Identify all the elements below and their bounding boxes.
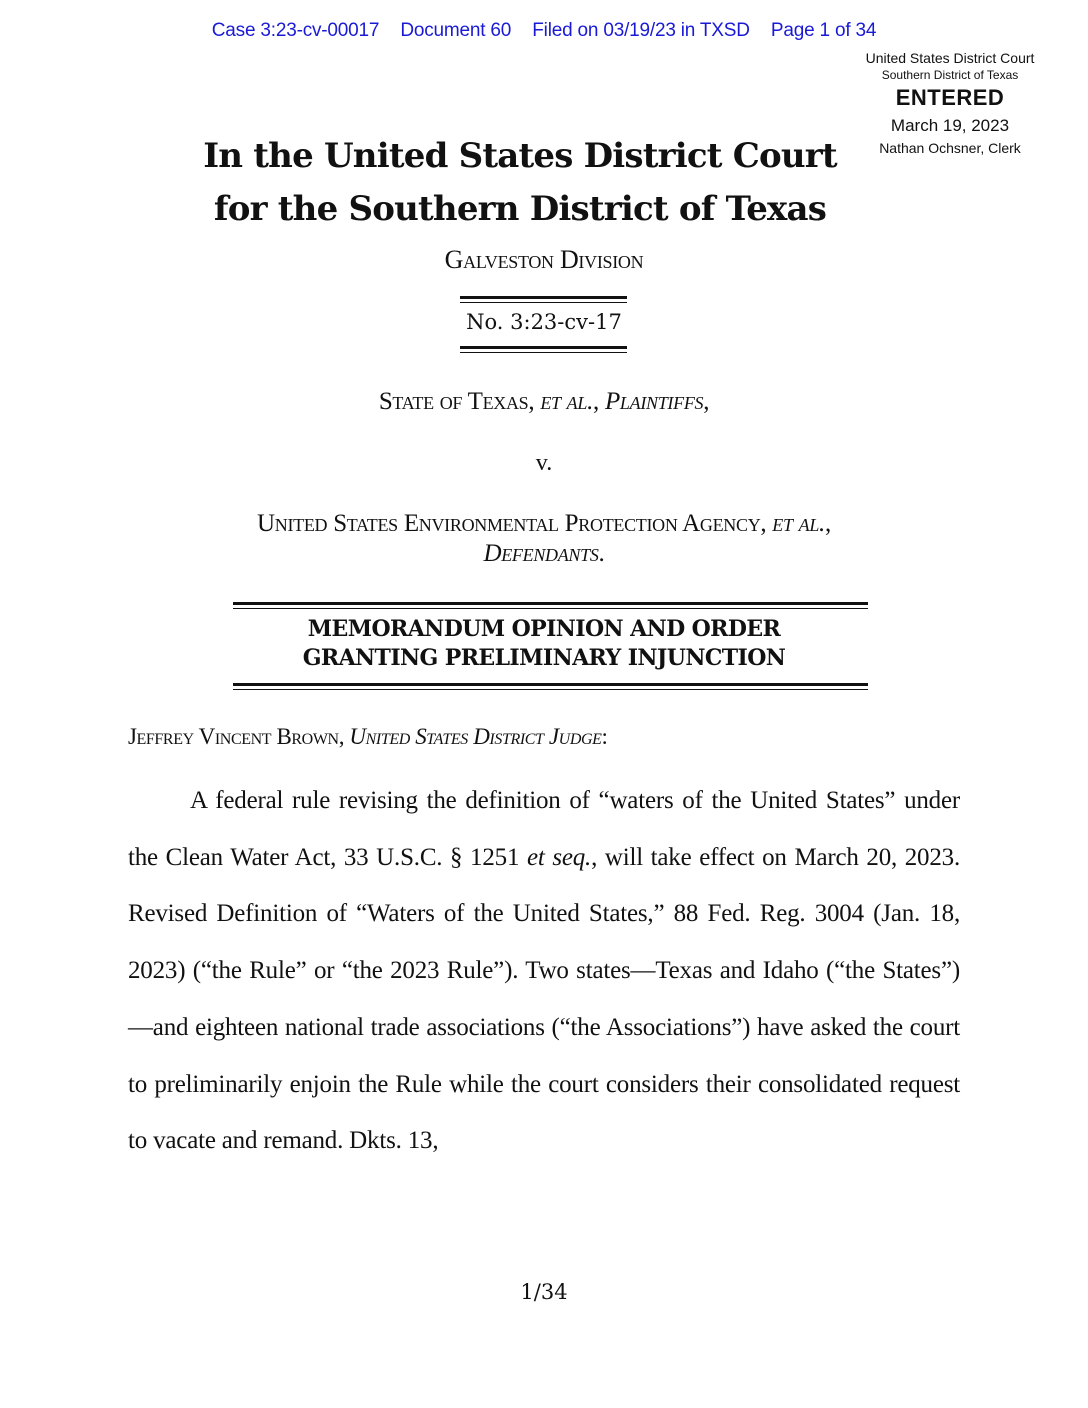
- page-number: 1/34: [520, 1280, 568, 1304]
- judge-title: United States District Judge: [349, 724, 602, 749]
- plaintiff-et-al: et al.: [540, 388, 594, 415]
- court-heading-line1: In the United States District Court: [203, 136, 837, 176]
- judge-colon: :: [601, 724, 608, 749]
- defendant-end: ,: [825, 510, 831, 537]
- entered-stamp: [850, 50, 1050, 157]
- plaintiff-role: Plaintiffs: [604, 388, 704, 415]
- memo-title: [0, 615, 1088, 673]
- memo-rule-top: [233, 602, 868, 609]
- judge-line: [128, 724, 608, 750]
- defendant-period: .: [598, 540, 605, 567]
- stamp-district: Southern District of Texas: [881, 68, 1019, 82]
- memo-rule-bottom: [233, 683, 868, 690]
- memo-title-line2: GRANTING PRELIMINARY INJUNCTION: [302, 645, 786, 671]
- plaintiff-name: State of Texas,: [378, 388, 541, 415]
- plaintiff-line: [0, 388, 1088, 416]
- case-number-rule-bottom: [460, 346, 627, 353]
- division: Galveston Division: [444, 245, 644, 274]
- court-heading-line2: for the Southern District of Texas: [213, 189, 827, 229]
- case-number: No. 3:23-cv-17: [466, 310, 622, 334]
- opinion-paragraph: [128, 773, 960, 1170]
- paragraph-text-a: A federal rule revising the definition of “waters of the United States” under the Clean Water Act, 33 U.S.C. § 1251: [128, 787, 960, 871]
- stamp-date: March 19, 2023: [890, 116, 1010, 135]
- paragraph-text-italic: et seq.: [526, 843, 592, 871]
- stamp-clerk: Nathan Ochsner, Clerk: [879, 140, 1021, 156]
- filing-page: Page 1 of 34: [770, 20, 877, 41]
- defendant-line: [0, 509, 1088, 569]
- defendant-role: Defendants: [483, 540, 599, 567]
- case-number-rule-top: [460, 296, 627, 303]
- stamp-status: ENTERED: [895, 85, 1005, 110]
- filing-header: [0, 20, 1088, 42]
- plaintiff-end: ,: [703, 388, 710, 415]
- versus: v.: [535, 450, 553, 476]
- memo-title-line1: MEMORANDUM OPINION AND ORDER: [307, 616, 781, 642]
- filing-case-number: Case 3:23-cv-00017: [211, 20, 380, 41]
- defendant-name: United States Environmental Protection Agency,: [257, 510, 773, 537]
- filing-date: Filed on 03/19/23 in TXSD: [532, 20, 750, 41]
- filing-document-number: Document 60: [400, 20, 512, 41]
- paragraph-text-b: , will take effect on March 20, 2023. Revised Definition of “Waters of the United States,” 88 Fed. Reg. 3004 (Jan. 18, 2023) (“the Rule” or “the 2023 Rule”). Two states—Texas and Idaho (“the States”)—and eighteen national trade associations (“the Associations”) have asked the court to preliminarily enjoin the Rule while the court considers their consolidated request to vacate and remand. Dkts. 13,: [128, 843, 960, 1155]
- defendant-et-al: et al.: [772, 510, 826, 537]
- plaintiff-sep: ,: [593, 388, 605, 415]
- opinion-body: [128, 773, 960, 1170]
- judge-name: Jeffrey Vincent Brown,: [128, 724, 350, 749]
- stamp-court: United States District Court: [865, 50, 1035, 66]
